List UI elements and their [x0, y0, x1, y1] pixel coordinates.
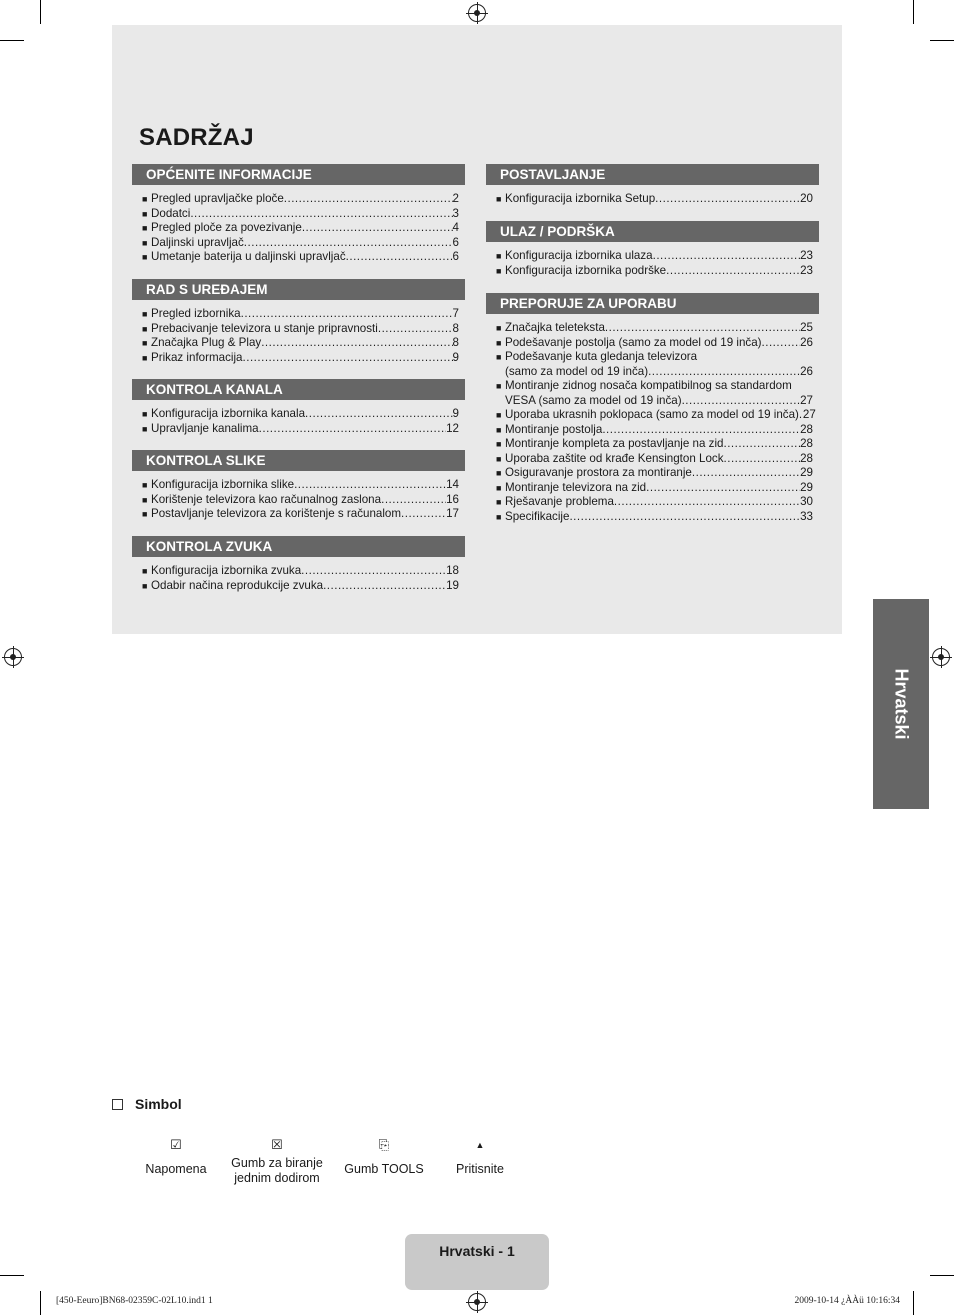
toc-section — [132, 450, 465, 522]
bullet-icon: ■ — [496, 453, 502, 464]
dot-leader — [244, 236, 453, 251]
toc-entry-line — [505, 394, 813, 409]
toc-entry-line — [151, 579, 459, 594]
toc-entry-text — [151, 422, 459, 437]
toc-entry-title: Konfiguracija izbornika ulaza — [505, 249, 653, 262]
toc-entry-page: 25 — [800, 321, 813, 334]
toc-entry[interactable] — [496, 423, 813, 438]
toc-entry-line — [151, 307, 459, 322]
bullet-icon: ■ — [496, 468, 502, 478]
toc-entry[interactable] — [142, 579, 459, 594]
dot-leader — [323, 579, 446, 594]
bullet-icon: ■ — [142, 494, 148, 505]
toc-entry-page: 8 — [452, 321, 459, 335]
dot-leader — [305, 407, 453, 422]
page-title: SADRŽAJ — [139, 124, 254, 151]
tools-button-icon: ⎘ — [378, 1137, 390, 1152]
toc-entry-title: Prikaz informacija — [151, 350, 243, 364]
toc-entry-page: 14 — [446, 478, 459, 491]
toc-entry[interactable] — [496, 379, 813, 408]
toc-entry-line — [505, 495, 813, 510]
toc-entry-text — [151, 336, 459, 351]
toc-entry[interactable] — [142, 564, 459, 579]
bullet-icon: ■ — [142, 480, 148, 490]
bullet-icon: ■ — [496, 381, 502, 391]
toc-entry-line — [505, 481, 813, 496]
toc-entry-text — [505, 321, 813, 336]
bullet-icon: ■ — [496, 352, 502, 362]
toc-entry[interactable] — [142, 307, 459, 322]
toc-entry-text — [151, 478, 459, 493]
toc-section-heading: POSTAVLJANJE — [486, 164, 819, 185]
toc-entry-line — [151, 221, 459, 236]
dot-leader — [762, 336, 801, 351]
bullet-icon: ■ — [496, 337, 502, 348]
toc-entry-list — [486, 192, 819, 207]
toc-entry-page: 20 — [800, 192, 813, 205]
toc-entry-line — [505, 264, 813, 279]
toc-entry-line — [505, 192, 813, 207]
symbol-label: Napomena — [145, 1162, 207, 1176]
toc-section-heading: KONTROLA SLIKE — [132, 450, 465, 471]
bullet-icon: ■ — [142, 580, 148, 591]
toc-section — [486, 293, 819, 524]
bullet-icon: ■ — [142, 409, 148, 419]
symbol-legend-title: Simbol — [135, 1096, 182, 1112]
toc-entry-title: Konfiguracija izbornika kanala — [151, 407, 306, 420]
symbol-item — [217, 1136, 337, 1186]
dot-leader — [259, 422, 446, 437]
toc-entry-title: Postavljanje televizora za korištenje s računalom — [151, 507, 402, 520]
toc-entry[interactable] — [142, 221, 459, 236]
toc-entry-title: Dodatci — [151, 206, 191, 220]
toc-entry-text — [505, 437, 813, 452]
toc-entry-page: 6 — [452, 235, 459, 249]
bullet-icon: ■ — [496, 497, 502, 507]
dot-leader — [243, 351, 453, 366]
crop-mark — [0, 40, 24, 41]
toc-entry-page: 9 — [452, 407, 459, 420]
page-number-tab — [405, 1234, 549, 1290]
dot-leader — [614, 495, 800, 510]
bullet-icon: ■ — [142, 338, 148, 348]
dot-leader — [653, 249, 801, 264]
toc-entry-text — [151, 493, 459, 508]
dot-leader — [241, 307, 453, 322]
print-slug-right: 2009-10-14 ¿ÀÀü 10:16:34 — [794, 1296, 900, 1306]
toc-entry[interactable] — [496, 264, 813, 279]
toc-entry-page: 27 — [802, 408, 816, 421]
toc-section — [132, 536, 465, 593]
toc-entry-line — [505, 510, 813, 525]
crop-mark — [0, 1275, 24, 1276]
bullet-icon: ■ — [142, 566, 148, 576]
toc-entry-list — [132, 478, 465, 522]
dot-leader — [569, 510, 800, 525]
toc-entry-list — [486, 249, 819, 278]
toc-entry[interactable] — [496, 495, 813, 510]
toc-entry-line — [505, 423, 813, 438]
toc-entry-title: Montiranje kompleta za postavljanje na zid — [505, 437, 724, 450]
toc-entry-line — [505, 321, 813, 336]
bullet-icon: ■ — [142, 252, 148, 262]
toc-entry-page: 28 — [800, 422, 813, 436]
toc-entry-text — [505, 264, 813, 279]
toc-entry-page: 27 — [800, 393, 813, 407]
toc-entry-title: Uporaba ukrasnih poklopaca (samo za model od 19 inča) — [505, 408, 799, 421]
toc-entry-title: Umetanje baterija u daljinski upravljač — [151, 250, 346, 263]
symbol-label: Gumb TOOLS — [344, 1162, 424, 1176]
registration-mark-icon — [932, 648, 950, 666]
dot-leader — [692, 466, 800, 481]
symbol-label: Gumb za biranje jednim dodirom — [231, 1156, 323, 1185]
toc-section — [132, 164, 465, 265]
dot-leader — [378, 322, 453, 337]
note-icon: ☑ — [170, 1137, 182, 1152]
toc-entry-title: Značajka Plug & Play — [151, 336, 262, 349]
bullet-icon: ■ — [496, 439, 502, 449]
dot-leader — [655, 192, 800, 207]
toc-section — [132, 279, 465, 365]
toc-entry-line — [151, 564, 459, 579]
toc-entry-title: Konfiguracija izbornika zvuka — [151, 564, 302, 577]
toc-entry-title: Korištenje televizora kao računalnog zaslona — [151, 492, 382, 506]
toc-entry-title-continued: VESA (samo za model od 19 inča) — [505, 393, 682, 407]
toc-entry-line — [505, 336, 813, 351]
toc-entry-text — [505, 192, 813, 207]
toc-entry[interactable] — [142, 407, 459, 422]
toc-entry-page: 8 — [452, 336, 459, 349]
toc-entry-text — [151, 236, 459, 251]
toc-entry-title: Konfiguracija izbornika podrške — [505, 263, 667, 277]
toc-entry-page: 17 — [446, 507, 459, 520]
toc-entry-text — [505, 350, 813, 379]
toc-entry[interactable] — [496, 481, 813, 496]
toc-entry-title-continued: (samo za model od 19 inča) — [505, 364, 649, 378]
toc-entry-text — [151, 322, 459, 337]
toc-entry-title: Konfiguracija izbornika Setup — [505, 192, 656, 205]
language-side-tab — [873, 599, 929, 809]
toc-entry-title: Daljinski upravljač — [151, 235, 244, 249]
toc-entry-page: 28 — [800, 451, 813, 465]
crop-mark — [913, 0, 914, 24]
toc-section — [486, 164, 819, 207]
toc-section — [132, 379, 465, 436]
toc-section-heading: OPĆENITE INFORMACIJE — [132, 164, 465, 185]
toc-entry-page: 2 — [452, 192, 459, 205]
toc-entry[interactable] — [496, 408, 816, 423]
toc-entry-page: 12 — [446, 421, 459, 435]
toc-entry[interactable] — [142, 507, 459, 522]
symbol-item — [420, 1136, 540, 1177]
toc-entry-text — [151, 351, 459, 366]
toc-section-heading: KONTROLA KANALA — [132, 379, 465, 400]
dot-leader — [723, 437, 800, 452]
toc-entry-page: 3 — [452, 206, 459, 220]
toc-entry[interactable] — [142, 351, 459, 366]
bullet-icon: ■ — [496, 194, 502, 204]
toc-entry-page: 9 — [452, 350, 459, 364]
toc-entry-text — [151, 407, 459, 422]
toc-entry[interactable] — [496, 437, 813, 452]
dot-leader — [284, 192, 453, 207]
toc-entry-text — [151, 564, 459, 579]
bullet-icon: ■ — [142, 208, 148, 219]
toc-entry-page: 29 — [800, 480, 813, 494]
toc-entry-page: 28 — [800, 437, 813, 450]
press-icon: ▲ — [475, 1140, 485, 1150]
registration-mark-icon — [468, 4, 486, 22]
dot-leader — [724, 452, 801, 467]
bullet-icon: ■ — [496, 323, 502, 333]
bullet-icon: ■ — [142, 509, 148, 519]
toc-entry[interactable] — [142, 493, 459, 508]
toc-entry-text — [151, 192, 459, 207]
toc-entry-text — [505, 423, 813, 438]
toc-entry-text — [151, 507, 459, 522]
crop-mark — [930, 1275, 954, 1276]
toc-entry-line — [151, 322, 459, 337]
toc-entry-page: 19 — [446, 578, 459, 592]
toc-entry[interactable] — [496, 249, 813, 264]
toc-entry[interactable] — [142, 250, 459, 265]
toc-entry-line — [151, 493, 459, 508]
toc-entry[interactable] — [142, 192, 459, 207]
toc-entry-line — [151, 351, 459, 366]
crop-mark — [40, 0, 41, 24]
bullet-icon: ■ — [496, 410, 502, 420]
toc-entry-text — [151, 207, 459, 222]
bullet-icon: ■ — [142, 194, 148, 204]
bullet-icon: ■ — [142, 309, 148, 319]
toc-entry-text — [505, 336, 813, 351]
bullet-icon: ■ — [496, 424, 502, 435]
bullet-icon: ■ — [496, 265, 502, 276]
toc-entry-title: Podešavanje postolja (samo za model od 19 inča) — [505, 335, 762, 349]
toc-entry-page: 18 — [446, 564, 459, 577]
bullet-icon: ■ — [142, 352, 148, 363]
dot-leader — [646, 481, 800, 496]
toc-entry[interactable] — [142, 236, 459, 251]
toc-section-heading: PREPORUJE ZA UPORABU — [486, 293, 819, 314]
toc-entry[interactable] — [142, 207, 459, 222]
toc-entry-title: Specifikacije — [505, 509, 570, 523]
toc-entry-text — [151, 307, 459, 322]
toc-entry[interactable] — [496, 466, 813, 481]
toc-entry-page: 29 — [800, 466, 813, 479]
toc-entry-page: 23 — [800, 263, 813, 277]
bullet-icon: ■ — [142, 237, 148, 248]
toc-section-heading: ULAZ / PODRŠKA — [486, 221, 819, 242]
toc-section-heading: RAD S UREĐAJEM — [132, 279, 465, 300]
toc-entry-text — [505, 495, 813, 510]
dot-leader — [602, 423, 800, 438]
toc-entry[interactable] — [142, 422, 459, 437]
toc-entry-text — [505, 249, 813, 264]
toc-entry-title: Uporaba zaštite od krađe Kensington Lock — [505, 451, 724, 465]
toc-entry-text — [505, 510, 813, 525]
toc-entry-text — [505, 481, 813, 496]
dot-leader — [605, 321, 800, 336]
toc-entry-title: Konfiguracija izbornika slike — [151, 478, 295, 491]
toc-entry-title: Montiranje televizora na zid — [505, 480, 647, 494]
toc-entry-line — [151, 478, 459, 493]
toc-entry-page: 23 — [800, 249, 813, 262]
toc-entry-text — [505, 452, 813, 467]
toc-entry-list — [132, 564, 465, 593]
toc-entry-line — [505, 452, 813, 467]
toc-entry-title: Upravljanje kanalima — [151, 421, 259, 435]
toc-section — [486, 221, 819, 278]
dot-leader — [302, 221, 453, 236]
toc-entry[interactable] — [142, 478, 459, 493]
toc-entry-page: 33 — [800, 509, 813, 523]
page-number: Hrvatski - 1 — [439, 1243, 515, 1259]
crop-mark — [40, 1291, 41, 1315]
dot-leader — [346, 250, 453, 265]
toc-entry-list — [486, 321, 819, 524]
toc-entry-title: Prebacivanje televizora u stanje pripravnosti — [151, 321, 378, 335]
toc-entry-page: 7 — [452, 307, 459, 320]
toc-entry-page: 26 — [800, 335, 813, 349]
toc-entry-list — [132, 192, 465, 265]
toc-entry-line — [505, 466, 813, 481]
toc-entry-text — [151, 250, 459, 265]
toc-entry-line — [151, 407, 459, 422]
checkbox-icon — [112, 1099, 123, 1110]
dot-leader — [648, 365, 800, 380]
toc-entry[interactable] — [142, 336, 459, 351]
toc-entry-text — [505, 466, 813, 481]
toc-entry[interactable] — [496, 336, 813, 351]
toc-entry-title: Odabir načina reprodukcije zvuka — [151, 578, 324, 592]
toc-entry-line — [505, 408, 816, 423]
one-touch-button-icon: ☒ — [271, 1137, 283, 1152]
toc-entry-text — [505, 408, 816, 423]
toc-entry-title: Podešavanje kuta gledanja televizora — [505, 350, 698, 363]
symbol-label: Pritisnite — [456, 1162, 504, 1176]
toc-entry[interactable] — [142, 322, 459, 337]
toc-entry-line — [505, 437, 813, 452]
dot-leader — [261, 336, 452, 351]
toc-entry-line — [151, 422, 459, 437]
symbol-legend-heading — [112, 1096, 182, 1112]
crop-mark — [930, 40, 954, 41]
bullet-icon: ■ — [496, 482, 502, 493]
toc-entry-title: Pregled izbornika — [151, 307, 241, 320]
toc-entry-line — [151, 507, 459, 522]
toc-entry-title: Pregled ploče za povezivanje — [151, 221, 302, 234]
toc-entry-line — [151, 207, 459, 222]
bullet-icon: ■ — [142, 223, 148, 233]
toc-entry[interactable] — [496, 350, 813, 379]
toc-entry[interactable] — [496, 192, 813, 207]
language-side-tab-label: Hrvatski — [891, 668, 912, 740]
dot-leader — [401, 507, 446, 522]
toc-entry[interactable] — [496, 510, 813, 525]
toc-entry-list — [132, 407, 465, 436]
dot-leader — [294, 478, 446, 493]
dot-leader — [666, 264, 800, 279]
toc-entry-page: 30 — [800, 495, 813, 508]
toc-entry-line — [151, 250, 459, 265]
registration-mark-icon — [468, 1293, 486, 1311]
bullet-icon: ■ — [142, 423, 148, 434]
toc-entry-line — [151, 192, 459, 207]
toc-entry-title: Osiguravanje prostora za montiranje — [505, 466, 692, 479]
toc-entry-line — [505, 365, 813, 380]
toc-entry-page: 16 — [446, 492, 459, 506]
toc-entry-page: 6 — [452, 250, 459, 263]
toc-entry-text — [505, 379, 813, 408]
toc-entry[interactable] — [496, 321, 813, 336]
toc-entry-text — [151, 221, 459, 236]
toc-entry-page: 26 — [800, 364, 813, 378]
dot-leader — [301, 564, 446, 579]
dot-leader — [682, 394, 801, 409]
registration-mark-icon — [4, 648, 22, 666]
bullet-icon: ■ — [496, 251, 502, 261]
print-slug-left: [450-Eeuro]BN68-02359C-02L10.ind1 1 — [56, 1296, 213, 1306]
toc-entry-title: Pregled upravljačke ploče — [151, 192, 284, 205]
dot-leader — [381, 493, 446, 508]
toc-entry-text — [151, 579, 459, 594]
toc-entry-title: Montiranje zidnog nosača kompatibilnog sa standardom — [505, 379, 792, 392]
toc-entry-page: 4 — [452, 221, 459, 234]
toc-section-heading: KONTROLA ZVUKA — [132, 536, 465, 557]
bullet-icon: ■ — [142, 323, 148, 334]
toc-entry-title: Montiranje postolja — [505, 422, 603, 436]
toc-entry-line — [505, 249, 813, 264]
toc-entry-title: Rješavanje problema — [505, 495, 614, 508]
bullet-icon: ■ — [496, 511, 502, 522]
toc-entry-title: Značajka teleteksta — [505, 321, 605, 334]
toc-entry-line — [151, 336, 459, 351]
toc-entry-list — [132, 307, 465, 365]
toc-entry[interactable] — [496, 452, 813, 467]
dot-leader — [190, 207, 452, 222]
crop-mark — [913, 1291, 914, 1315]
toc-entry-line — [151, 236, 459, 251]
